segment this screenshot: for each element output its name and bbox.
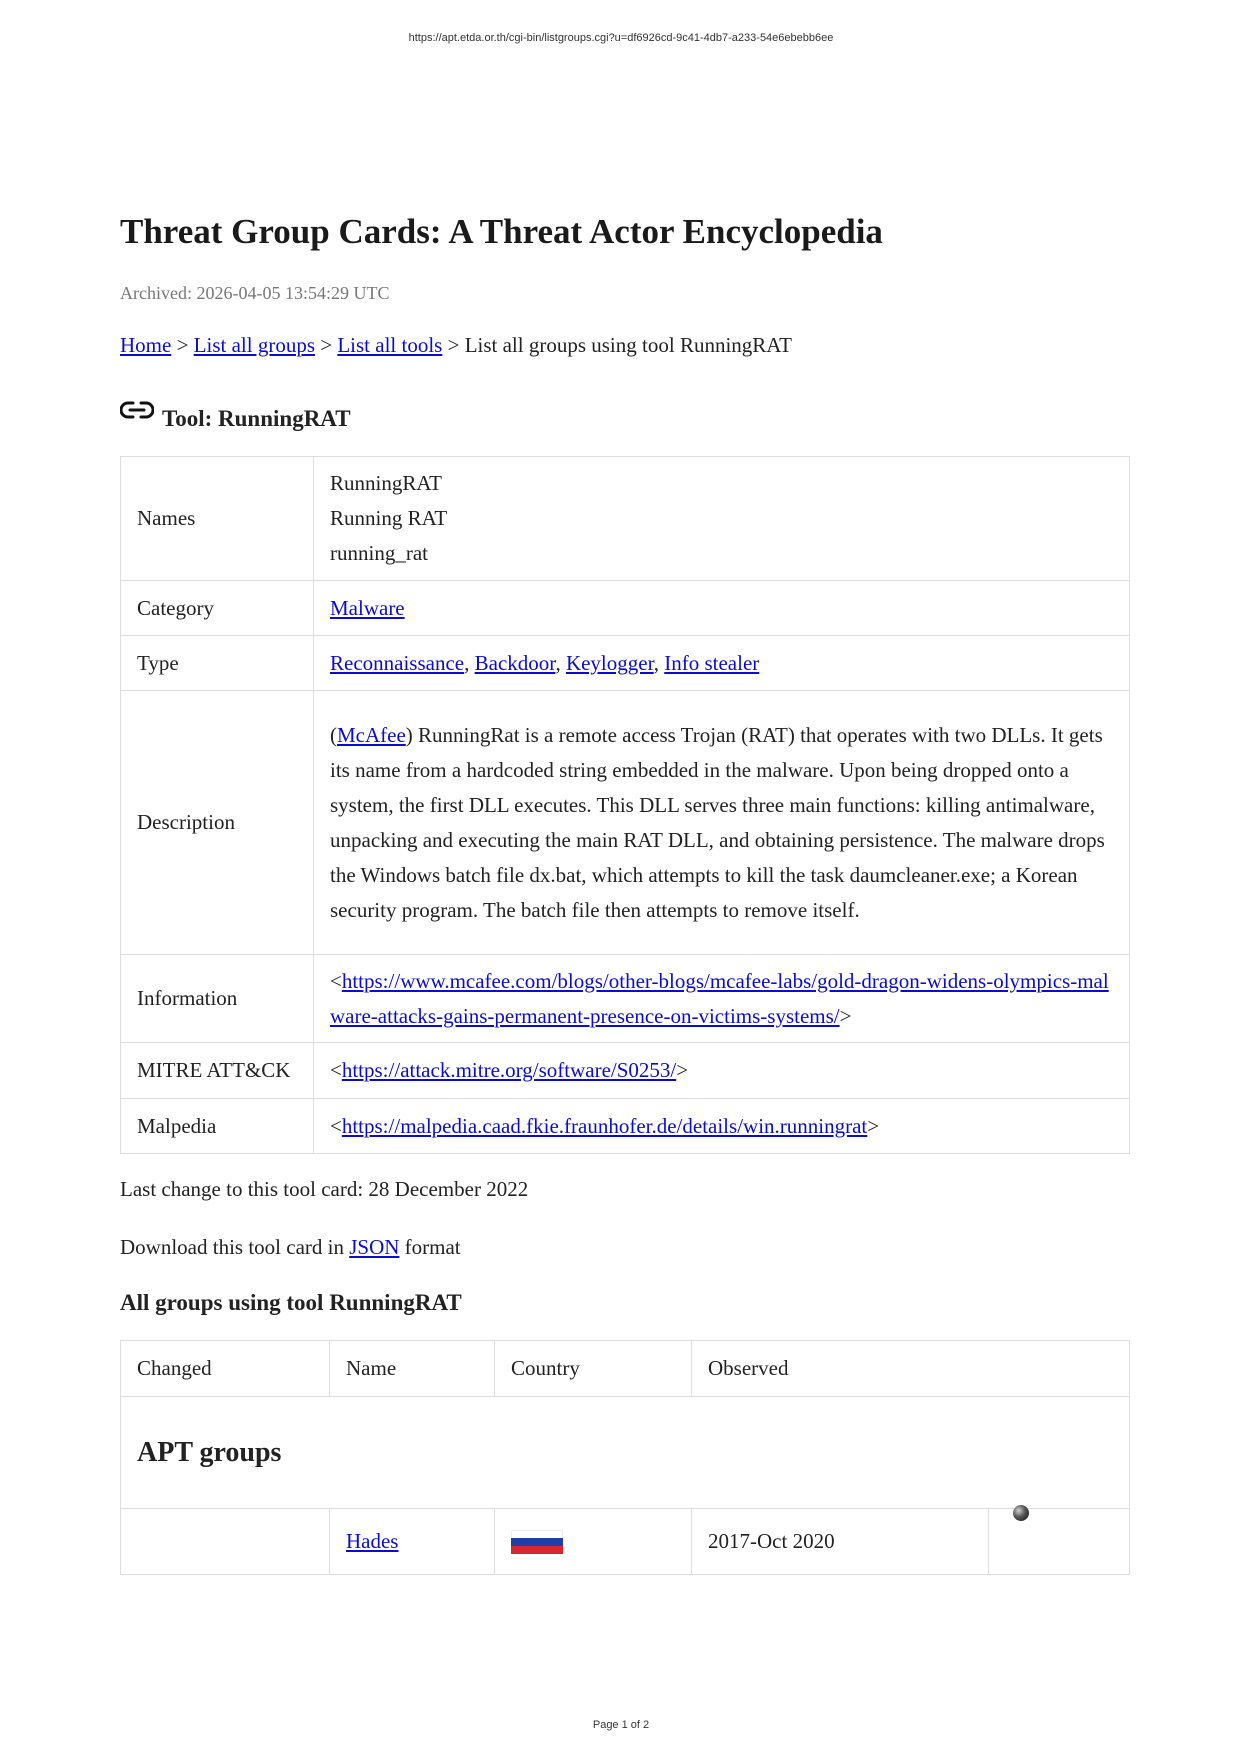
gt-sign: >	[676, 1058, 689, 1082]
page-title: Threat Group Cards: A Threat Actor Encyclopedia	[120, 212, 883, 251]
description-source-link[interactable]: McAfee	[337, 722, 406, 747]
name-item: RunningRAT	[330, 471, 443, 495]
group-name-link[interactable]: Hades	[346, 1529, 399, 1553]
malpedia-row	[121, 1099, 1130, 1154]
archived-timestamp: Archived: 2026-04-05 13:54:29 UTC	[120, 283, 390, 303]
groups-heading: All groups using tool RunningRAT	[120, 1290, 462, 1315]
group-observed-cell: 2017-Oct 2020	[692, 1509, 989, 1575]
download-prefix: Download this tool card in	[120, 1235, 344, 1259]
download-suffix: format	[404, 1235, 461, 1259]
name-item: running_rat	[330, 541, 428, 565]
group-name-cell	[330, 1509, 495, 1575]
download-note	[120, 1234, 1130, 1260]
tool-heading	[120, 394, 1130, 434]
group-status-cell	[989, 1509, 1130, 1575]
information-row	[121, 955, 1130, 1043]
apt-section-cell	[121, 1397, 1130, 1509]
description-open: (	[330, 722, 337, 747]
type-value	[314, 636, 1130, 691]
mitre-link[interactable]: https://attack.mitre.org/software/S0253/	[341, 1058, 677, 1082]
column-header-observed: Observed	[692, 1341, 1130, 1397]
breadcrumb-tools-link[interactable]: List all tools	[337, 333, 443, 357]
names-label: Names	[121, 457, 314, 581]
type-separator: ,	[555, 650, 566, 675]
page-url-header: https://apt.etda.or.th/cgi-bin/listgroups.cgi?u=df6926cd-9c41-4db7-a233-54e6ebebb6ee	[408, 32, 834, 44]
type-link[interactable]: Backdoor	[474, 650, 556, 675]
type-separator: ,	[653, 650, 665, 675]
breadcrumb-separator: >	[320, 333, 333, 357]
type-link[interactable]: Reconnaissance	[330, 650, 465, 675]
name-item: Running RAT	[330, 506, 448, 530]
malpedia-label: Malpedia	[121, 1099, 314, 1154]
lt-sign: <	[330, 1058, 342, 1082]
breadcrumb-groups-link[interactable]: List all groups	[193, 333, 315, 357]
page-number: Page 1 of 2	[592, 1719, 650, 1731]
information-label: Information	[121, 955, 314, 1043]
type-row	[121, 636, 1130, 691]
lt-sign: <	[330, 968, 342, 993]
mitre-value	[314, 1043, 1130, 1099]
description-label: Description	[121, 691, 314, 955]
category-label: Category	[121, 581, 314, 636]
type-label: Type	[121, 636, 314, 691]
apt-section-heading: APT groups	[137, 1436, 282, 1468]
type-separator: ,	[464, 650, 475, 675]
column-header-country: Country	[495, 1341, 692, 1397]
status-dot-icon	[1013, 1505, 1029, 1521]
malpedia-link[interactable]: https://malpedia.caad.fkie.fraunhofer.de/details/win.runningrat	[341, 1113, 868, 1138]
information-link[interactable]: https://www.mcafee.com/blogs/other-blogs/mcafee-labs/gold-dragon-widens-olympics-malware-attacks-gains-permanent-presence-on-victims-systems/	[330, 968, 1109, 1028]
main-content	[120, 210, 1130, 1575]
last-change-note: Last change to this tool card: 28 December 2022	[120, 1177, 529, 1201]
russia-flag-icon	[511, 1530, 563, 1554]
breadcrumb-separator: >	[447, 333, 460, 357]
column-header-changed: Changed	[121, 1341, 330, 1397]
breadcrumb	[120, 332, 1130, 358]
tool-title: Tool: RunningRAT	[162, 406, 351, 431]
breadcrumb-home-link[interactable]: Home	[120, 333, 172, 357]
groups-table	[120, 1340, 1130, 1575]
names-row	[121, 457, 1130, 581]
malpedia-value	[314, 1099, 1130, 1154]
mitre-row	[121, 1043, 1130, 1099]
link-icon	[120, 398, 154, 422]
category-link[interactable]: Malware	[330, 595, 405, 620]
apt-section-row	[121, 1397, 1130, 1509]
table-row	[121, 1509, 1130, 1575]
names-value	[314, 457, 1130, 581]
category-value	[314, 581, 1130, 636]
type-link[interactable]: Info stealer	[664, 650, 760, 675]
category-row	[121, 581, 1130, 636]
description-row	[121, 691, 1130, 955]
gt-sign: >	[839, 1003, 852, 1028]
description-value	[314, 691, 1130, 955]
description-text: ) RunningRat is a remote access Trojan (RAT) that operates with two DLLs. It gets its name from a hardcoded string embedded in the malware. Upon being dropped onto a system, the first DLL executes. This DLL serves three main functions: killing antimalware, unpacking and executing the main RAT DLL, and obtaining persistence. The malware drops the Windows batch file dx.bat, which attempts to kill the task daumcleaner.exe; a Korean security program. The batch file then attempts to remove itself.	[330, 722, 1105, 922]
group-country-cell	[495, 1509, 692, 1575]
mitre-label: MITRE ATT&CK	[121, 1043, 314, 1099]
gt-sign: >	[867, 1113, 880, 1138]
lt-sign: <	[330, 1113, 342, 1138]
breadcrumb-separator: >	[176, 333, 189, 357]
tool-info-table	[120, 456, 1130, 1154]
type-link[interactable]: Keylogger	[565, 650, 654, 675]
column-header-name: Name	[330, 1341, 495, 1397]
groups-header-row	[121, 1341, 1130, 1397]
json-download-link[interactable]: JSON	[349, 1235, 400, 1259]
group-changed-cell	[121, 1509, 330, 1575]
breadcrumb-current: List all groups using tool RunningRAT	[464, 333, 792, 357]
information-value	[314, 955, 1130, 1043]
